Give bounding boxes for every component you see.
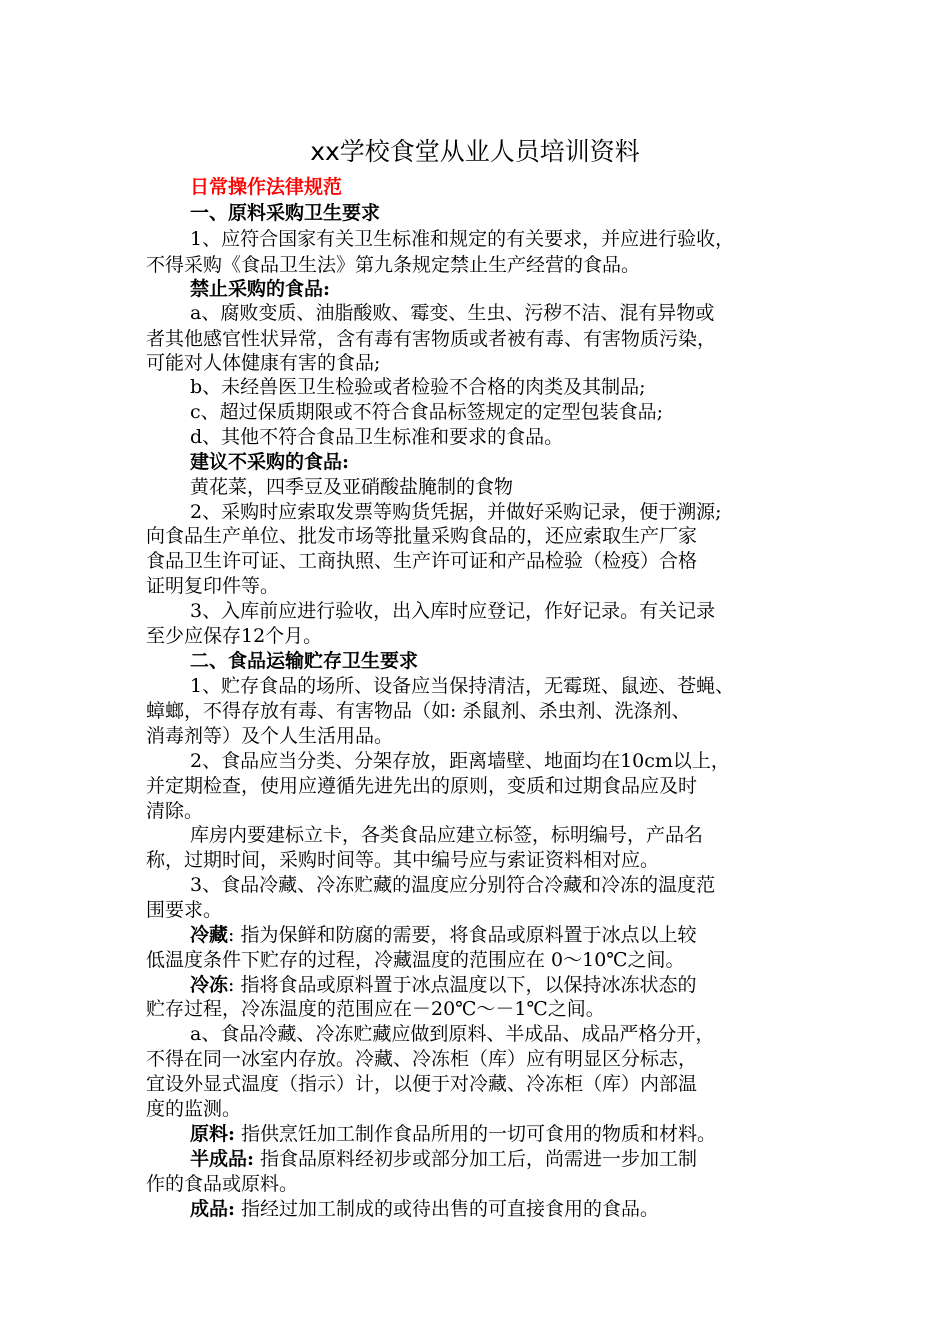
finished-def: [190, 1196, 659, 1222]
s2-p1-line3: 消毒剂等）及个人生活用品。: [146, 725, 394, 747]
raw-def: [190, 1121, 716, 1147]
section-2-heading: 二、食品运输贮存卫生要求: [190, 650, 419, 672]
s1-p2-line1: 2、采购时应索取发票等购货凭据，并做好采购记录，便于溯源;: [190, 501, 722, 523]
freeze-def-line2: 贮存过程，冷冻温度的范围应在－20℃～－1℃之间。: [146, 998, 605, 1020]
refrig-text: : 指为保鲜和防腐的需要，将食品或原料置于冰点以上较: [228, 924, 697, 946]
s2-p3-line2: 围要求。: [146, 899, 223, 921]
s1-p3-line2: 至少应保存12个月。: [146, 625, 323, 647]
finished-text: 指经过加工制成的或待出售的可直接食用的食品。: [235, 1198, 660, 1220]
store-line2: 称，过期时间，采购时间等。其中编号应与索证资料相对应。: [146, 849, 660, 871]
s2-pa-line4: 度的监测。: [146, 1098, 242, 1120]
s2-p2-line3: 清除。: [146, 800, 204, 822]
s1-p2-line3: 食品卫生许可证、工商执照、生产许可证和产品检验（检疫）合格: [146, 550, 698, 572]
document-title: xx学校食堂从业人员培训资料: [310, 137, 640, 166]
s2-p1-line1: 1、贮存食品的场所、设备应当保持清洁，无霉斑、鼠迹、苍蝇、: [190, 675, 735, 697]
finished-term: 成品:: [190, 1198, 236, 1220]
freeze-term: 冷冻: [190, 974, 229, 996]
item-c: c、超过保质期限或不符合食品标签规定的定型包装食品;: [190, 401, 664, 423]
forbid-heading: 禁止采购的食品:: [190, 278, 331, 300]
store-line1: 库房内要建标立卡，各类食品应建立标签，标明编号，产品名: [190, 824, 704, 846]
item-a-line1: a、腐败变质、油脂酸败、霉变、生虫、污秽不洁、混有异物或: [190, 302, 715, 324]
s2-p2-line1: 2、食品应当分类、分架存放，距离墙壁、地面均在10cm以上，: [190, 750, 730, 772]
item-b: b、未经兽医卫生检验或者检验不合格的肉类及其制品;: [190, 376, 646, 398]
s2-pa-line1: a、食品冷藏、冷冻贮藏应做到原料、半成品、成品严格分开，: [190, 1023, 715, 1045]
s1-p2-line2: 向食品生产单位、批发市场等批量采购食品的，还应索取生产厂家: [146, 525, 698, 547]
semi-term: 半成品:: [190, 1148, 255, 1170]
item-d: d、其他不符合食品卫生标准和要求的食品。: [190, 426, 564, 448]
semi-def-line2: 作的食品或原料。: [146, 1173, 299, 1195]
refrig-def-line2: 低温度条件下贮存的过程，冷藏温度的范围应在 0～10℃之间。: [146, 949, 685, 971]
s1-p1-line2: 不得采购《食品卫生法》第九条规定禁止生产经营的食品。: [146, 254, 641, 276]
refrig-term: 冷藏: [190, 924, 229, 946]
suggest-heading: 建议不采购的食品:: [190, 451, 350, 473]
s2-pa-line2: 不得在同一冰室内存放。冷藏、冷冻柜（库）应有明显区分标志，: [146, 1048, 698, 1070]
s1-p1-line1: 1、应符合国家有关卫生标准和规定的有关要求，并应进行验收，: [190, 228, 735, 250]
s1-p3-line1: 3、入库前应进行验收，出入库时应登记，作好记录。有关记录: [190, 600, 716, 622]
s2-pa-line3: 宜设外显式温度（指示）计，以便于对冷藏、冷冻柜（库）内部温: [146, 1073, 698, 1095]
s2-p3-line1: 3、食品冷藏、冷冻贮藏的温度应分别符合冷藏和冷冻的温度范: [190, 874, 716, 896]
section-subtitle: 日常操作法律规范: [190, 176, 343, 198]
item-a-line2: 者其他感官性状异常，含有毒有害物质或者被有毒、有害物质污染，: [146, 328, 717, 350]
raw-term: 原料:: [190, 1123, 236, 1145]
freeze-text: : 指将食品或原料置于冰点温度以下，以保持冰冻状态的: [228, 974, 697, 996]
section-1-heading: 一、原料采购卫生要求: [190, 202, 381, 224]
semi-def-line1: [190, 1146, 697, 1172]
s2-p2-line2: 并定期检查，使用应遵循先进先出的原则，变质和过期食品应及时: [146, 775, 698, 797]
refrig-def-line1: [190, 922, 696, 948]
s1-p2-line4: 证明复印件等。: [146, 575, 280, 597]
raw-text: 指供烹饪加工制作食品所用的一切可食用的物质和材料。: [235, 1123, 717, 1145]
item-a-line3: 可能对人体健康有害的食品;: [146, 352, 381, 374]
s2-p1-line2: 蟑螂，不得存放有毒、有害物品（如: 杀鼠剂、杀虫剂、洗涤剂、: [146, 700, 691, 722]
freeze-def-line1: [190, 972, 696, 998]
semi-text: 指食品原料经初步或部分加工后，尚需进一步加工制: [254, 1148, 698, 1170]
suggest-items: 黄花菜，四季豆及亚硝酸盐腌制的食物: [190, 476, 514, 498]
